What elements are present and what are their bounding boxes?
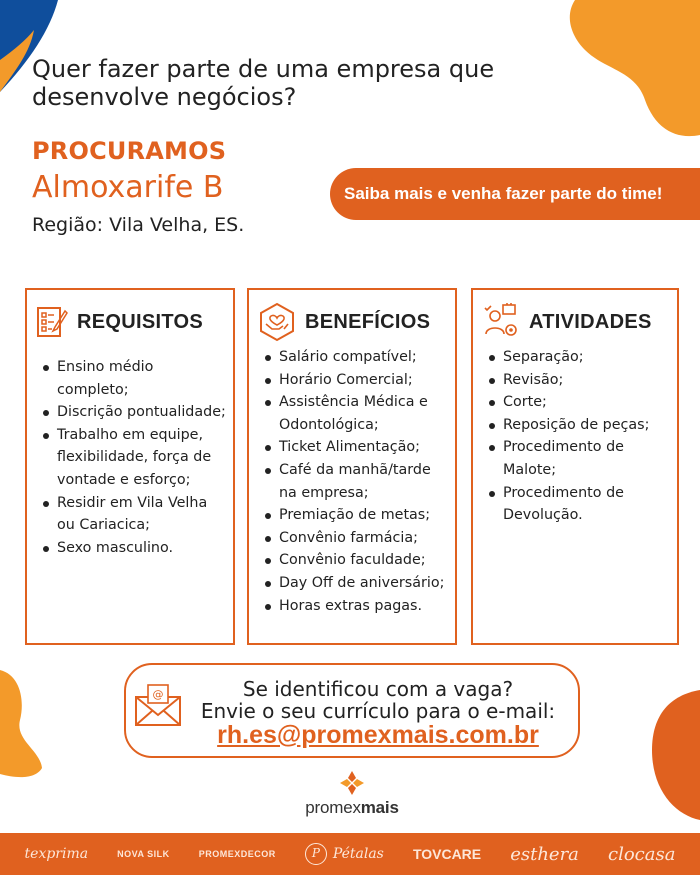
job-title: Almoxarife B [32, 170, 224, 205]
list-item: Convênio farmácia; [263, 527, 449, 550]
list-item: Café da manhã/tarde na empresa; [263, 459, 449, 504]
list-item: Ensino médio completo; [41, 356, 227, 401]
requirements-header [35, 302, 229, 342]
benefits-title: BENEFÍCIOS [305, 310, 431, 333]
list-item: Procedimento de Devolução. [487, 482, 671, 527]
brand-promexdecor: PROMEXDECOR [198, 849, 276, 859]
list-item: Reposição de peças; [487, 414, 671, 437]
footer-brands-bar [0, 833, 700, 875]
brand-texprima: texprima [24, 846, 89, 862]
learn-more-banner[interactable]: Saiba mais e venha fazer parte do time! [330, 168, 700, 220]
benefits-header [257, 302, 451, 342]
list-item: Discrição pontualidade; [41, 401, 227, 424]
requirements-title: REQUISITOS [77, 310, 203, 333]
activities-list [487, 346, 671, 527]
list-item: Procedimento de Malote; [487, 436, 671, 481]
list-item: Sexo masculino. [41, 537, 227, 560]
brand-petalas [305, 843, 384, 865]
requirements-list [41, 356, 227, 559]
contact-email-link[interactable]: rh.es@promexmais.com.br [217, 721, 539, 749]
email-envelope-icon [134, 683, 182, 727]
list-item: Separação; [487, 346, 671, 369]
list-item: Assistência Médica e Odontológica; [263, 391, 449, 436]
corner-blob-bottom-right [650, 690, 700, 825]
procuramos-label: PROCURAMOS [32, 137, 227, 165]
promexmais-logo [296, 770, 408, 818]
list-item: Salário compatível; [263, 346, 449, 369]
list-item: Day Off de aniversário; [263, 572, 449, 595]
list-item: Residir em Vila Velha ou Cariacica; [41, 492, 227, 537]
hands-heart-icon [257, 302, 297, 342]
list-item: Trabalho em equipe, flexibilidade, força de vontade e esforço; [41, 424, 227, 492]
corner-blob-bottom-left [0, 670, 55, 780]
activities-title: ATIVIDADES [529, 310, 652, 333]
list-item: Convênio faculdade; [263, 549, 449, 572]
brand-novasilk: NOVA SILK [117, 849, 170, 859]
logo-mark-icon [339, 770, 365, 796]
brand-tovcare: TOVCARE [412, 846, 482, 862]
list-item: Premiação de metas; [263, 504, 449, 527]
contact-box [124, 663, 580, 758]
headline: Quer fazer parte de uma empresa que desenvolve negócios? [32, 55, 495, 111]
logo-text [296, 798, 408, 818]
logo-text-regular: promex [305, 798, 361, 817]
list-item: Ticket Alimentação; [263, 436, 449, 459]
list-item: Horário Comercial; [263, 369, 449, 392]
benefits-list [263, 346, 449, 617]
logo-text-bold: mais [360, 798, 399, 817]
job-region: Região: Vila Velha, ES. [32, 214, 245, 236]
contact-line-2: Envie o seu currículo para o e-mail: [200, 699, 556, 723]
list-item: Revisão; [487, 369, 671, 392]
svg-text:@: @ [152, 688, 164, 701]
corner-blob-top-right [565, 0, 700, 140]
contact-line-1: Se identificou com a vaga? [242, 677, 514, 701]
activities-card [471, 288, 679, 645]
list-item: Horas extras pagas. [263, 595, 449, 618]
requirements-card [25, 288, 235, 645]
brand-esthera: esthera [510, 843, 579, 865]
brand-petalas-label: Pétalas [332, 846, 384, 862]
activities-header [481, 302, 673, 342]
checklist-icon [35, 305, 69, 339]
list-item: Corte; [487, 391, 671, 414]
benefits-card [247, 288, 457, 645]
petalas-logo-icon [305, 843, 327, 865]
worker-gears-icon [481, 302, 521, 342]
brand-clocasa: clocasa [607, 843, 676, 865]
